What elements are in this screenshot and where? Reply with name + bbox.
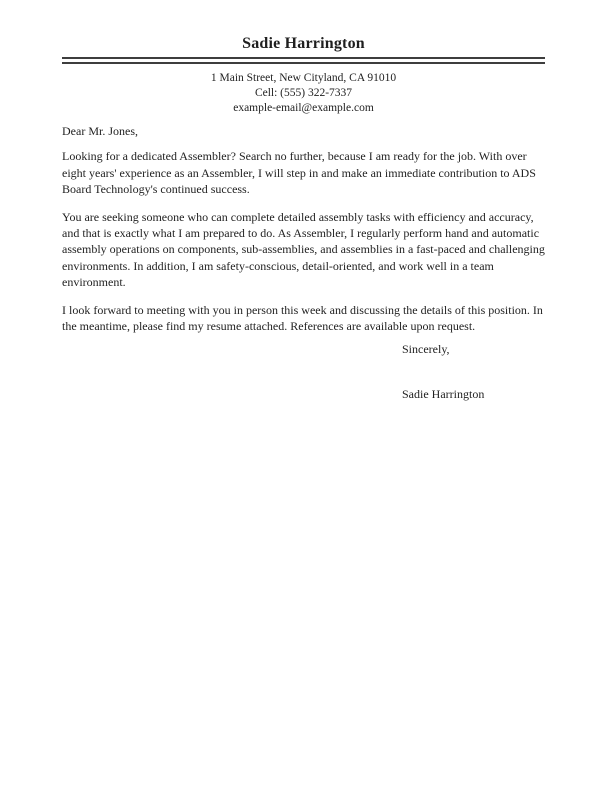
- contact-address: 1 Main Street, New Cityland, CA 91010: [210, 72, 397, 84]
- contact-email: example-email@example.com: [233, 102, 374, 114]
- paragraph-3: I look forward to meeting with you in person this week and discussing the details of this position. In the meantime, please find my resume attached. References are available upon request.: [62, 302, 543, 334]
- salutation: Dear Mr. Jones,: [62, 124, 138, 138]
- contact-block: [62, 71, 545, 116]
- letter-body: [62, 123, 545, 402]
- letter-content: [62, 0, 545, 402]
- closing: Sincerely,: [402, 342, 450, 357]
- paragraph-2: You are seeking someone who can complete detailed assembly tasks with efficiency and accuracy, and that is exactly what I am prepared to do. As Assembler, I regularly perform hand and automatic assembly operations on components, sub-assemblies, and assemblies in a fast-paced and challenging environments. In addition, I am safety-conscious, detail-oriented, and work well in a team environment.: [62, 209, 545, 290]
- paragraph-1: Looking for a dedicated Assembler? Search no further, because I am ready for the job. With over eight years' experience as an Assembler, I will step in and make an immediate contribution to ADS Board Technology's continued success.: [62, 149, 536, 197]
- applicant-name: Sadie Harrington: [242, 35, 365, 52]
- header-divider: [62, 57, 545, 64]
- contact-phone: Cell: (555) 322-7337: [254, 87, 353, 99]
- signature-name: Sadie Harrington: [402, 386, 485, 401]
- letter-header: [62, 0, 545, 116]
